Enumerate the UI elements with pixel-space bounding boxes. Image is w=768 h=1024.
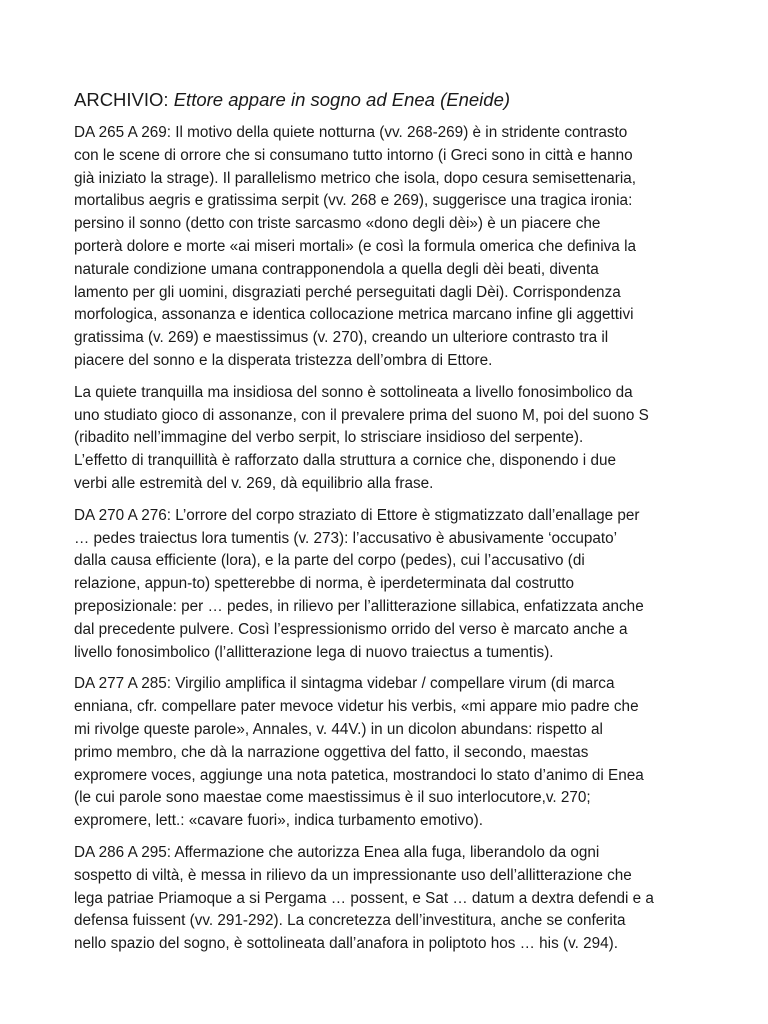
document-title [74, 88, 696, 112]
paragraph-line: con le scene di orrore che si consumano tutto intorno (i Greci sono in città e hanno [74, 146, 633, 164]
paragraph-line: persino il sonno (detto con triste sarcasmo «dono degli dèi») è un piacere che [74, 215, 601, 233]
paragraph-line: nello spazio del sogno, è sottolineata dall’anafora in poliptoto hos … his (v. 294). [74, 935, 618, 953]
title-prefix: ARCHIVIO: [74, 89, 174, 110]
paragraph-line: DA 270 A 276: L’orrore del corpo straziato di Ettore è stigmatizzato dall’enallage per [74, 506, 640, 524]
paragraph-line: lamento per gli uomini, disgraziati perché perseguitati dagli Dèi). Corrispondenza [74, 283, 621, 301]
paragraph-line: mortalibus aegris e gratissima serpit (vv. 268 e 269), suggerisce una tragica ironia: [74, 192, 633, 210]
paragraph-line: expromere voces, aggiunge una nota patetica, mostrandoci lo stato d’animo di Enea [74, 766, 644, 784]
document-page [74, 88, 696, 965]
paragraph-line: livello fonosimbolico (l’allitterazione lega di nuovo traiectus a tumentis). [74, 643, 554, 661]
paragraph-line: già iniziato la strage). Il parallelismo metrico che isola, dopo cesura semisettenaria, [74, 169, 636, 187]
paragraph-line: defensa fuissent (vv. 291-292). La concretezza dell’investitura, anche se conferita [74, 912, 626, 930]
title-italic: Ettore appare in sogno ad Enea (Eneide) [173, 89, 511, 110]
paragraph-line: DA 286 A 295: Affermazione che autorizza Enea alla fuga, liberandolo da ogni [74, 843, 600, 861]
paragraph-line: porterà dolore e morte «ai miseri mortali» (e così la formula omerica che definiva la [74, 237, 636, 255]
paragraph-line: gratissima (v. 269) e maestissimus (v. 270), creando un ulteriore contrasto tra il [74, 329, 609, 347]
paragraph-line: preposizionale: per … pedes, in rilievo per l’allitterazione sillabica, enfatizzata anche [74, 597, 644, 615]
document-body [74, 122, 696, 956]
paragraph-line: DA 277 A 285: Virgilio amplifica il sintagma videbar / compellare virum (di marca [74, 675, 615, 693]
paragraph-line: mi rivolge queste parole», Annales, v. 44V.) in un dicolon abundans: rispetto al [74, 720, 603, 738]
paragraph-line: naturale condizione umana contrapponendola a quella degli dèi beati, diventa [74, 260, 599, 278]
paragraph-line: DA 265 A 269: Il motivo della quiete notturna (vv. 268-269) è in stridente contrasto [74, 124, 628, 141]
paragraph [74, 842, 696, 956]
paragraph-line: dal precedente pulvere. Così l’espressionismo orrido del verso è marcato anche a [74, 620, 628, 638]
paragraph-line: lega patriae Priamoque a si Pergama … possent, e Sat … datum a dextra defendi e a [74, 889, 654, 907]
paragraph [74, 673, 696, 833]
paragraph [74, 505, 696, 665]
paragraph-line: L’effetto di tranquillità è rafforzato dalla struttura a cornice che, disponendo i due [74, 452, 616, 470]
paragraph-line: verbi alle estremità del v. 269, dà equilibrio alla frase. [74, 474, 434, 492]
paragraph-line: … pedes traiectus lora tumentis (v. 273): l’accusativo è abusivamente ‘occupato’ [74, 529, 618, 547]
paragraph-line: sospetto di viltà, è messa in rilievo da un impressionante uso dell’allitterazione che [74, 866, 632, 884]
paragraph-line: expromere, lett.: «cavare fuori», indica turbamento emotivo). [74, 812, 483, 830]
paragraph-line: La quiete tranquilla ma insidiosa del sonno è sottolineata a livello fonosimbolico da [74, 383, 633, 401]
paragraph-line: relazione, appun-to) spetterebbe di norma, è iperdeterminata dal costrutto [74, 575, 574, 593]
paragraph-line: (le cui parole sono maestae come maestissimus è il suo interlocutore,v. 270; [74, 789, 591, 807]
paragraph-line: piacere del sonno e la disperata tristezza dell’ombra di Ettore. [74, 351, 493, 369]
paragraph-line: (ribadito nell’immagine del verbo serpit, lo strisciare insidioso del serpente). [74, 429, 584, 447]
paragraph [74, 382, 696, 496]
paragraph-line: enniana, cfr. compellare pater mevoce videtur his verbis, «mi appare mio padre che [74, 698, 639, 716]
paragraph-line: primo membro, che dà la narrazione oggettiva del fatto, il secondo, maestas [74, 743, 589, 761]
paragraph-line: morfologica, assonanza e identica collocazione metrica marcano infine gli aggettivi [74, 306, 634, 324]
paragraph [74, 122, 696, 373]
paragraph-line: dalla causa efficiente (lora), e la parte del corpo (pedes), cui l’accusativo (di [74, 552, 585, 570]
paragraph-line: uno studiato gioco di assonanze, con il prevalere prima del suono M, poi del suono S [74, 406, 649, 424]
